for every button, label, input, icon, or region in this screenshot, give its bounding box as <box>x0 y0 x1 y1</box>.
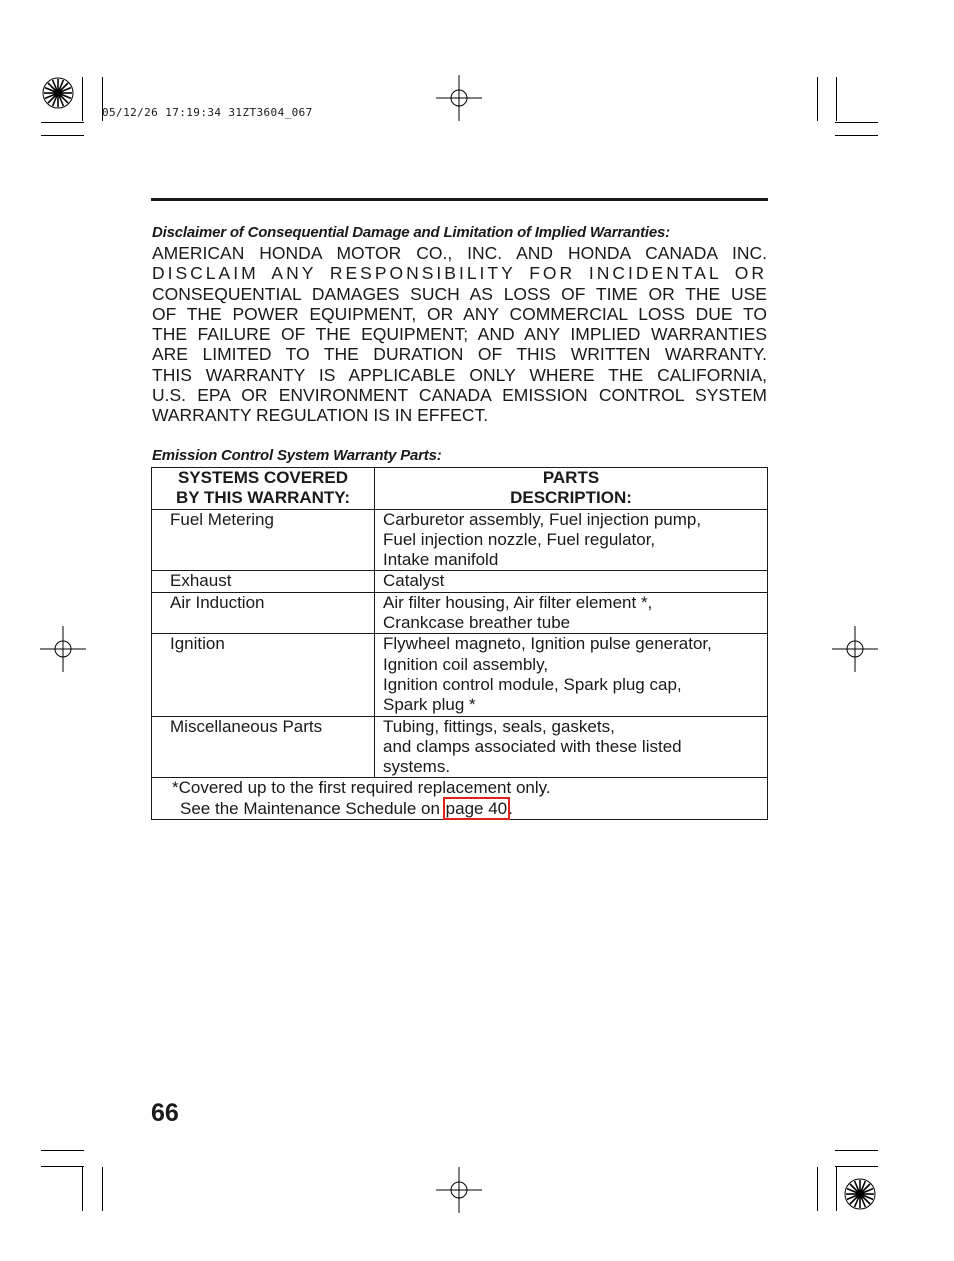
disclaimer-line: U.S. EPA OR ENVIRONMENT CANADA EMISSION CONTROL SYSTEM <box>152 385 767 406</box>
parts-line: Crankcase breather tube <box>383 613 571 633</box>
parts-line: Spark plug * <box>383 695 476 715</box>
parts-line: and clamps associated with these listed <box>383 736 682 756</box>
disclaimer-paragraph <box>152 243 767 426</box>
warranty-parts-table <box>151 467 768 820</box>
footnote-line <box>172 799 767 819</box>
parts-line: Fuel injection nozzle, Fuel regulator, <box>383 529 656 549</box>
header-line: BY THIS WARRANTY: <box>175 488 351 508</box>
header-line: PARTS <box>542 468 600 487</box>
table-header-row <box>152 468 768 510</box>
system-cell: Exhaust <box>152 571 375 592</box>
column-header-parts <box>375 468 768 510</box>
top-rule <box>151 198 768 201</box>
registration-mark-icon <box>40 626 86 672</box>
disclaimer-line: DISCLAIM ANY RESPONSIBILITY FOR INCIDENTAL OR <box>152 263 767 284</box>
column-header-systems <box>152 468 375 510</box>
disclaimer-line: OF THE POWER EQUIPMENT, OR ANY COMMERCIAL LOSS DUE TO <box>152 303 767 324</box>
registration-mark-icon <box>832 626 878 672</box>
footnote-period: . <box>508 798 513 818</box>
disclaimer-line: AMERICAN HONDA MOTOR CO., INC. AND HONDA CANADA INC. <box>152 243 767 263</box>
table-row <box>152 592 768 634</box>
table-row <box>152 571 768 592</box>
parts-line: Intake manifold <box>383 550 499 570</box>
warranty-parts-heading: Emission Control System Warranty Parts: <box>152 447 442 464</box>
footnote-line: *Covered up to the first required replacement only. <box>172 778 551 798</box>
parts-cell <box>375 592 768 634</box>
starburst-mark-icon <box>842 1176 878 1212</box>
parts-line: Air filter housing, Air filter element *, <box>383 592 653 612</box>
disclaimer-line: ARE LIMITED TO THE DURATION OF THIS WRITTEN WARRANTY. <box>152 344 767 365</box>
print-stamp: 05/12/26 17:19:34 31ZT3604_067 <box>102 106 313 119</box>
parts-cell <box>375 571 768 592</box>
starburst-mark-icon <box>40 75 76 111</box>
page-number: 66 <box>151 1099 179 1127</box>
parts-line: Tubing, fittings, seals, gaskets, <box>383 716 615 736</box>
disclaimer-line: THIS WARRANTY IS APPLICABLE ONLY WHERE THE CALIFORNIA, <box>152 364 767 385</box>
system-cell: Air Induction <box>152 592 375 634</box>
registration-mark-icon <box>436 1167 482 1213</box>
registration-mark-icon <box>436 75 482 121</box>
system-cell: Miscellaneous Parts <box>152 716 375 778</box>
header-line: DESCRIPTION: <box>510 488 632 508</box>
disclaimer-line: WARRANTY REGULATION IS IN EFFECT. <box>152 405 489 426</box>
parts-cell <box>375 716 768 778</box>
parts-line: systems. <box>383 757 451 777</box>
disclaimer-line: CONSEQUENTIAL DAMAGES SUCH AS LOSS OF TIME OR THE USE <box>152 283 767 304</box>
parts-line: Catalyst <box>383 571 445 591</box>
parts-line: Carburetor assembly, Fuel injection pump, <box>383 509 702 529</box>
parts-line: Ignition coil assembly, <box>383 654 549 674</box>
table-row <box>152 634 768 716</box>
parts-cell <box>375 509 768 571</box>
table-row <box>152 509 768 571</box>
system-cell: Ignition <box>152 634 375 716</box>
disclaimer-heading: Disclaimer of Consequential Damage and Limitation of Implied Warranties: <box>152 224 670 241</box>
parts-line: Ignition control module, Spark plug cap, <box>383 674 682 694</box>
footnote-cell <box>152 778 768 820</box>
footnote-text: See the Maintenance Schedule on <box>180 798 440 818</box>
page-40-link[interactable]: page 40 <box>445 798 508 818</box>
header-line: SYSTEMS COVERED <box>177 468 349 487</box>
system-cell: Fuel Metering <box>152 509 375 571</box>
disclaimer-line: THE FAILURE OF THE EQUIPMENT; AND ANY IMPLIED WARRANTIES <box>152 324 767 345</box>
table-row <box>152 716 768 778</box>
parts-cell <box>375 634 768 716</box>
footnote-row <box>152 778 768 820</box>
parts-line: Flywheel magneto, Ignition pulse generator, <box>383 634 712 654</box>
